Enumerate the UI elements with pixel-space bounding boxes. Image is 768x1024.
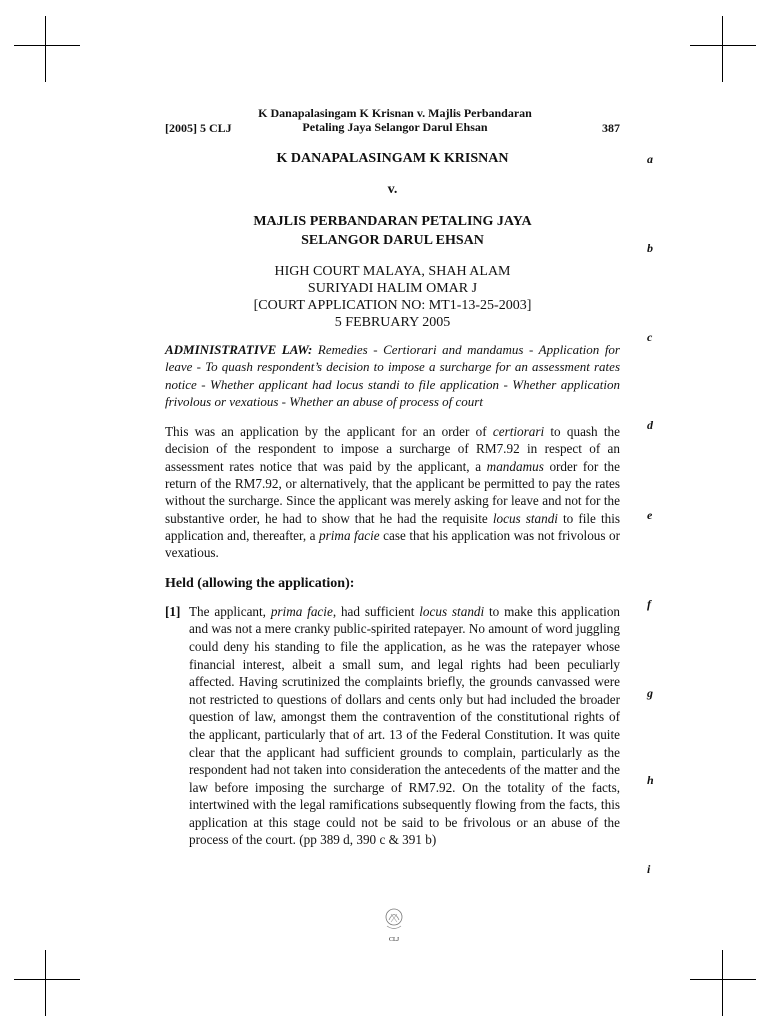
- holding-number: [1]: [165, 603, 181, 619]
- holding-1: [165, 603, 620, 849]
- summary-text-1: This was an application by the applicant for an order of: [165, 424, 493, 440]
- holding-term-prima-facie: prima facie: [270, 603, 333, 619]
- summary-text-4: to file this application and, thereafter, a: [165, 510, 620, 543]
- crop-mark-bottom-left-h: [14, 979, 80, 980]
- court-details: [165, 263, 620, 331]
- summary-term-prima-facie: prima facie: [319, 527, 380, 543]
- judge-name: SURIYADI HALIM OMAR J: [307, 281, 478, 296]
- case-parties: [165, 150, 620, 250]
- summary-text-3: order for the return of the RM7.92, or alternatively, that the applicant be permitted to pay the rates without the surcharge. Since the applicant was merely asking for leave and not for the substantive order, he had to show that he had the requisite: [165, 458, 620, 526]
- holding-text-3: to make this application and was not a mere cranky public-spirited ratepayer. No amount of word juggling could deny his standing to file the application, as he was the ratepayer whose financial interest, albeit a small sum, and legal rights had been peculiarly affected. Having scrutinized the complaints briefly, the grounds canvassed were not restricted to questions of dollars and cents only but had included the broader question of law, amongst them the contravention of the constitutional rights of the applicant, particularly that of art. 13 of the Federal Constitution. It was quite clear that the applicant had sufficient grounds to complain, particularly as the respondent had not taken into consideration the antecedents of the matter and the law before imposing the surcharge of RM7.92. On the totality of the facts, intertwined with the legal ramifications subsequently flowing from the facts, this application at this stage could not be said to be frivolous or an abuse of the process of the court. (pp 389 d, 390 c & 391 b): [189, 603, 621, 848]
- holding-text-2: , had sufficient: [332, 603, 420, 619]
- application-number: [COURT APPLICATION NO: MT1-13-25-2003]: [253, 298, 532, 313]
- catchwords-lead: ADMINISTRATIVE LAW:: [165, 342, 313, 357]
- held-heading: Held (allowing the application):: [165, 575, 355, 591]
- crop-mark-top-left-v: [45, 16, 46, 82]
- margin-letter-h: h: [647, 773, 654, 787]
- header-title-line2: Petaling Jaya Selangor Darul Ehsan: [302, 120, 488, 134]
- crop-mark-bottom-right-v: [722, 950, 723, 1016]
- header-citation: [2005] 5 CLJ: [165, 121, 232, 135]
- summary-text-5: case that his application was not frivolous or vexatious.: [165, 527, 621, 561]
- crop-mark-top-left-h: [14, 45, 80, 46]
- header-title: [245, 106, 545, 134]
- clj-seal-icon: [376, 906, 412, 946]
- logo-caption: CLJ: [388, 937, 399, 943]
- holding-term-locus-standi: locus standi: [419, 603, 485, 619]
- crop-mark-bottom-left-v: [45, 950, 46, 1016]
- summary-term-locus-standi: locus standi: [492, 510, 558, 526]
- margin-letter-f: f: [647, 597, 651, 611]
- party-applicant: K DANAPALASINGAM K KRISNAN: [276, 151, 509, 166]
- versus: v.: [387, 182, 398, 197]
- judgment-date: 5 FEBRUARY 2005: [334, 315, 451, 330]
- catchwords-text: Remedies - Certiorari and mandamus - Application for leave - To quash respondent’s decision to impose a surcharge for an assessment rates notice - Whether applicant had locus standi to file application - Whether application frivolous or vexatious - Whether an abuse of process of court: [165, 342, 620, 409]
- summary-term-certiorari: certiorari: [492, 424, 545, 440]
- margin-letter-i: i: [647, 862, 651, 876]
- page-number: 387: [602, 121, 620, 135]
- running-header: [165, 106, 620, 136]
- summary-text-2: to quash the decision of the respondent to impose a surcharge of RM7.92 in respect of an assessment rates notice that was paid by the applicant, a: [165, 424, 620, 474]
- judgment-content: [165, 150, 620, 849]
- crop-mark-bottom-right-h: [690, 979, 756, 980]
- margin-letter-a: a: [647, 152, 653, 166]
- party-respondent-line1: MAJLIS PERBANDARAN PETALING JAYA: [253, 214, 532, 229]
- margin-letter-d: d: [647, 418, 653, 432]
- catchwords: [165, 341, 620, 410]
- margin-letter-e: e: [647, 508, 653, 522]
- margin-letter-b: b: [647, 241, 653, 255]
- margin-letter-g: g: [647, 686, 653, 700]
- crop-mark-top-right-h: [690, 45, 756, 46]
- header-title-line1: K Danapalasingam K Krisnan v. Majlis Perbandaran: [258, 106, 532, 120]
- party-respondent-line2: SELANGOR DARUL EHSAN: [301, 233, 484, 248]
- margin-letter-c: c: [647, 330, 653, 344]
- holding-text: [189, 603, 620, 849]
- crop-mark-top-right-v: [722, 16, 723, 82]
- summary-term-mandamus: mandamus: [486, 458, 544, 474]
- party-respondent: [165, 212, 620, 250]
- case-summary: [165, 423, 620, 561]
- court-name: HIGH COURT MALAYA, SHAH ALAM: [274, 264, 511, 279]
- holding-text-1: The applicant,: [189, 603, 271, 619]
